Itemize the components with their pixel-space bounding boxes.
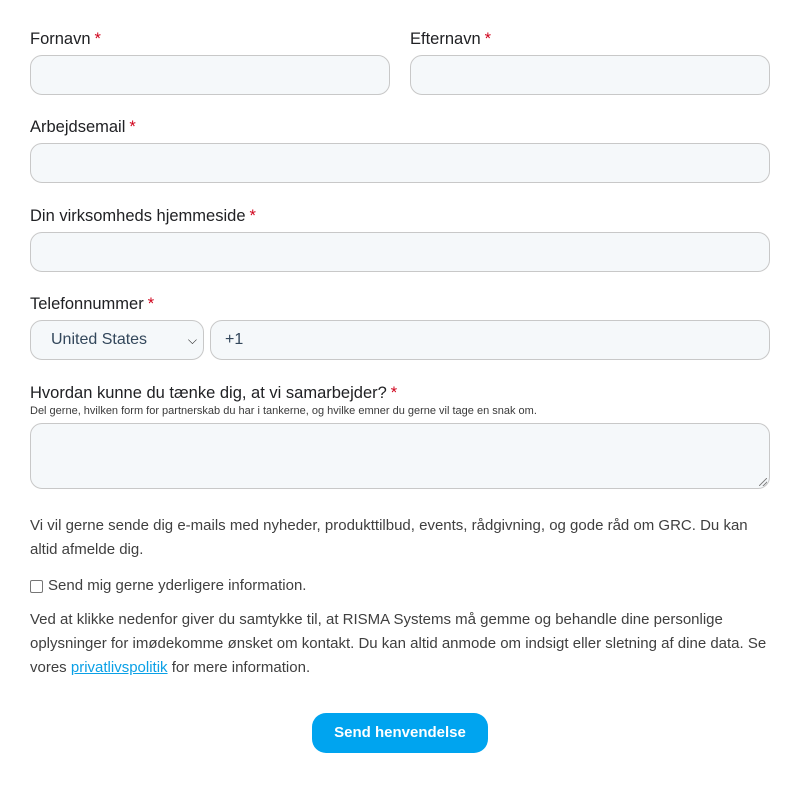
website-label — [30, 206, 770, 226]
phone-label — [30, 294, 770, 314]
first-name-label-text: Fornavn — [30, 30, 91, 48]
consent-checkbox-label[interactable]: Send mig gerne yderligere information. — [48, 577, 307, 594]
submit-wrap — [30, 713, 770, 753]
first-name-input[interactable] — [30, 55, 390, 95]
work-email-group — [30, 117, 770, 183]
required-mark: * — [390, 384, 398, 402]
required-mark: * — [129, 118, 136, 136]
consent-checkbox[interactable] — [30, 580, 43, 593]
last-name-group — [410, 29, 770, 95]
newsletter-text: Vi vil gerne sende dig e-mails med nyheder, produkttilbud, events, rådgivning, og gode råd om GRC. Du kan altid afmelde dig. — [30, 517, 748, 558]
required-mark: * — [147, 295, 155, 313]
website-input[interactable] — [30, 232, 770, 272]
last-name-input[interactable] — [410, 55, 770, 95]
phone-label-text: Telefonnummer — [30, 295, 144, 313]
privacy-text — [30, 608, 770, 680]
website-group — [30, 206, 770, 272]
collaboration-group — [30, 383, 770, 489]
first-name-group — [30, 29, 390, 95]
required-mark: * — [249, 207, 256, 225]
required-mark: * — [484, 30, 492, 48]
first-name-label — [30, 29, 390, 49]
country-select-value: United States — [51, 331, 148, 348]
privacy-policy-link[interactable]: privatlivspolitik — [70, 659, 168, 676]
last-name-label-text: Efternavn — [410, 30, 481, 48]
contact-form — [30, 0, 770, 753]
website-label-text: Din virksomheds hjemmeside — [30, 207, 246, 225]
work-email-input[interactable] — [30, 143, 770, 183]
phone-row — [30, 320, 770, 360]
collaboration-label-text: Hvordan kunne du tænke dig, at vi samarbejder? — [30, 384, 387, 402]
resize-grip-icon[interactable] — [759, 478, 767, 486]
privacy-text-before: Ved at klikke nedenfor giver du samtykke til, at RISMA Systems må gemme og behandle dine personlige oplysninger for imødekomme ønsket om kontakt. Du kan altid anmode om indsigt eller sletning af dine data. Se vores — [30, 611, 767, 676]
consent-checkbox-row[interactable] — [30, 577, 770, 594]
work-email-label-text: Arbejdsemail — [30, 118, 126, 136]
privacy-text-after: for mere information. — [167, 659, 311, 676]
country-select[interactable] — [30, 320, 204, 360]
work-email-label — [30, 117, 770, 137]
phone-group — [30, 294, 770, 360]
name-row — [30, 0, 770, 95]
collaboration-help-text: Del gerne, hvilken form for partnerskab du har i tankerne, og hvilke emner du gerne vil tage en snak om. — [30, 405, 537, 417]
required-mark: * — [94, 30, 101, 48]
submit-button[interactable]: Send henvendelse — [312, 713, 488, 753]
last-name-label — [410, 29, 770, 49]
phone-input[interactable] — [210, 320, 770, 360]
collaboration-textarea[interactable] — [30, 423, 770, 489]
collaboration-label — [30, 383, 770, 403]
chevron-down-icon: ⌵ — [187, 332, 197, 347]
